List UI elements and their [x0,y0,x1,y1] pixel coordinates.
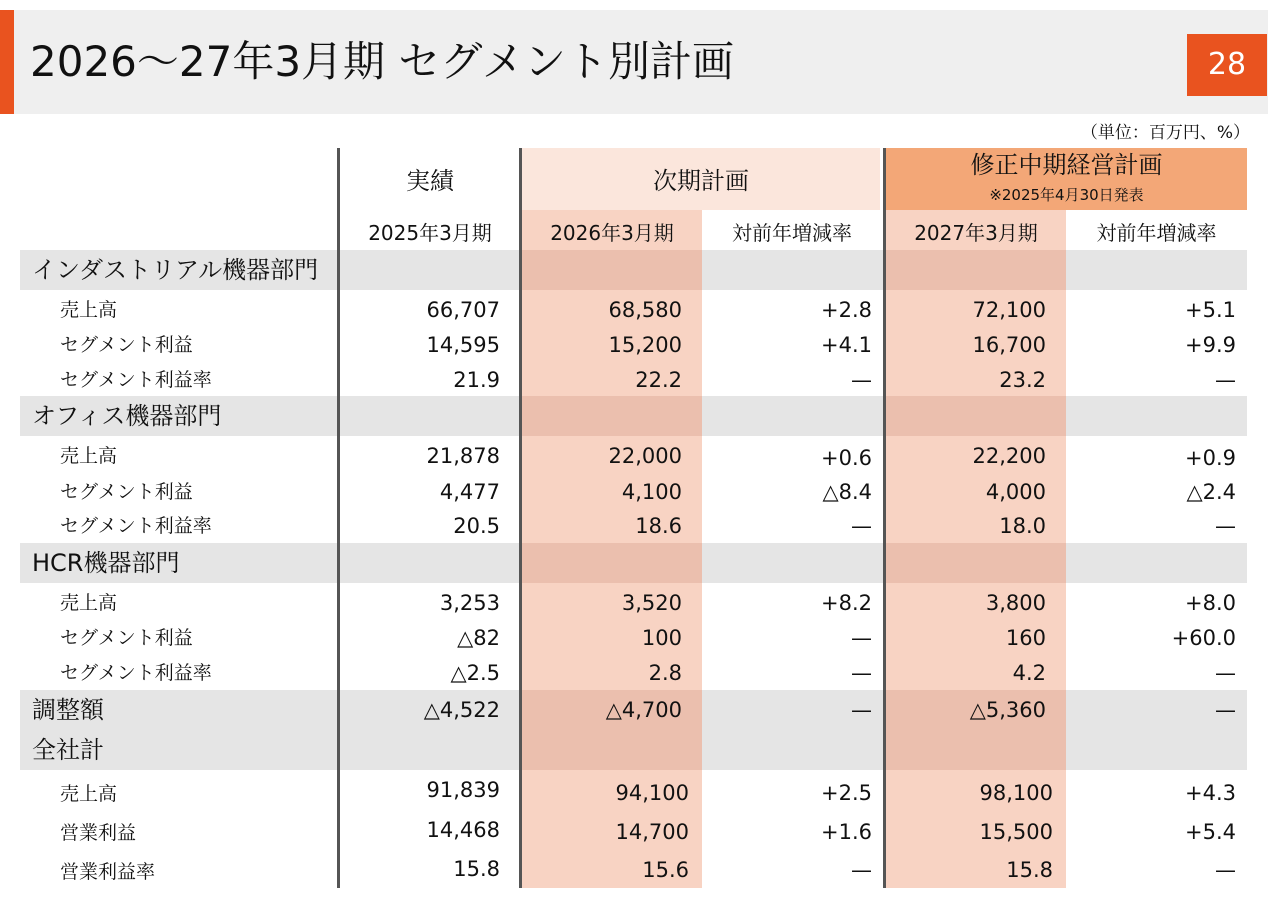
row-label: セグメント利益 [60,627,193,649]
row-label: 売上高 [60,445,118,467]
plan-yoy-value: — [851,661,872,685]
actual-period: 2025年3月期 [368,221,492,245]
next-plan-header: 次期計画 [653,167,749,195]
band-overlay [886,543,1066,583]
midterm-yoy-value: — [1215,858,1236,882]
midterm-yoy-value: +5.4 [1185,820,1236,844]
plan-yoy-value: — [851,368,872,392]
midterm-value: 18.0 [999,514,1046,538]
row-label: セグメント利益率 [60,369,212,391]
plan-value: 22,000 [608,444,682,468]
actual-value: 3,253 [439,591,500,615]
midterm-yoy-value: +5.1 [1185,298,1236,322]
plan-value: 22.2 [635,368,682,392]
plan-value: 14,700 [615,820,689,844]
midterm-value: 4.2 [1012,661,1046,685]
midterm-yoy-value: +9.9 [1185,333,1236,357]
midterm-yoy-value: — [1215,661,1236,685]
midterm-value: 22,200 [972,444,1046,468]
plan-yoy-value: △8.4 [822,480,872,504]
midterm-value: 160 [1005,626,1046,650]
midterm-plan-note: ※2025年4月30日発表 [989,186,1144,204]
plan-value: 2.8 [648,661,682,685]
midterm-yoy-value: +0.9 [1185,446,1236,470]
band-overlay [522,543,702,583]
adjustment-title: 調整額 [32,696,104,724]
row-label: セグメント利益率 [60,662,212,684]
plan-yoy-value: +0.6 [821,446,872,470]
midterm-yoy-value: — [1215,368,1236,392]
actual-value: 21.9 [453,368,500,392]
slide-title: 2026～27年3月期 セグメント別計画 [30,37,734,86]
actual-value: 20.5 [453,514,500,538]
plan-yoy-value: +2.8 [821,298,872,322]
plan-yoy-value: — [851,858,872,882]
actual-value: △2.5 [450,661,500,685]
plan-yoy-value: +1.6 [821,820,872,844]
actual-value: 21,878 [426,444,500,468]
plan-yoy-value: +4.1 [821,333,872,357]
midterm-value: 15.8 [1006,858,1053,882]
section-title: HCR機器部門 [32,549,180,577]
unit-note: （単位：百万円、%） [1080,123,1250,143]
plan-yoy-value: — [851,514,872,538]
plan-value: △4,700 [605,698,682,722]
row-label: 営業利益 [60,822,137,844]
section-title: インダストリアル機器部門 [32,256,319,284]
midterm-value: 16,700 [972,333,1046,357]
plan-value: 3,520 [621,591,682,615]
actual-value: 4,477 [439,480,500,504]
plan-yoy-value: +2.5 [821,781,872,805]
row-label: セグメント利益 [60,334,193,356]
midterm-yoy-value: — [1215,514,1236,538]
actual-value: △82 [457,626,500,650]
midterm-value: 98,100 [979,781,1053,805]
plan-value: 94,100 [615,781,689,805]
actual-value: 15.8 [453,857,500,881]
total-title: 全社計 [32,736,104,764]
plan-value: 15,200 [608,333,682,357]
plan-yoy-value: — [851,626,872,650]
midterm-value: 4,000 [985,480,1046,504]
midterm-value: 15,500 [979,820,1053,844]
row-label: 売上高 [60,592,118,614]
header-accent-bar [0,10,14,114]
midterm-value: △5,360 [969,698,1046,722]
plan-period: 2026年3月期 [550,221,674,245]
actual-header: 実績 [406,167,454,195]
midterm-value: 72,100 [972,298,1046,322]
actual-value: 91,839 [426,778,500,802]
section-title: オフィス機器部門 [32,402,222,430]
plan-value: 15.6 [642,858,689,882]
plan-value: 68,580 [608,298,682,322]
band-overlay [522,250,702,290]
band-overlay [886,396,1066,436]
row-label: 営業利益率 [60,861,156,883]
midterm-plan-header: 修正中期経営計画 [970,151,1163,179]
midterm-yoy-value: +8.0 [1185,591,1236,615]
actual-value: 14,468 [426,818,500,842]
plan-value: 18.6 [635,514,682,538]
plan-yoy-value: — [851,698,872,722]
midterm-yoy-value: +4.3 [1185,781,1236,805]
midterm-value: 3,800 [985,591,1046,615]
page-number: 28 [1187,34,1267,96]
row-label: セグメント利益率 [60,515,212,537]
row-label: セグメント利益 [60,481,193,503]
plan-value: 4,100 [621,480,682,504]
row-label: 売上高 [60,299,118,321]
midterm-yoy-value: △2.4 [1186,480,1236,504]
plan-value: 100 [641,626,682,650]
band-overlay [522,396,702,436]
band-overlay [886,250,1066,290]
actual-value: △4,522 [423,698,500,722]
midterm-value: 23.2 [999,368,1046,392]
actual-value: 14,595 [426,333,500,357]
row-label: 売上高 [60,783,118,805]
midterm-yoy-header: 対前年増減率 [1096,221,1217,245]
midterm-yoy-value: — [1215,698,1236,722]
midterm-yoy-value: +60.0 [1171,626,1236,650]
plan-yoy-value: +8.2 [821,591,872,615]
midterm-period: 2027年3月期 [914,221,1038,245]
actual-value: 66,707 [426,298,500,322]
plan-yoy-header: 対前年増減率 [732,221,852,245]
